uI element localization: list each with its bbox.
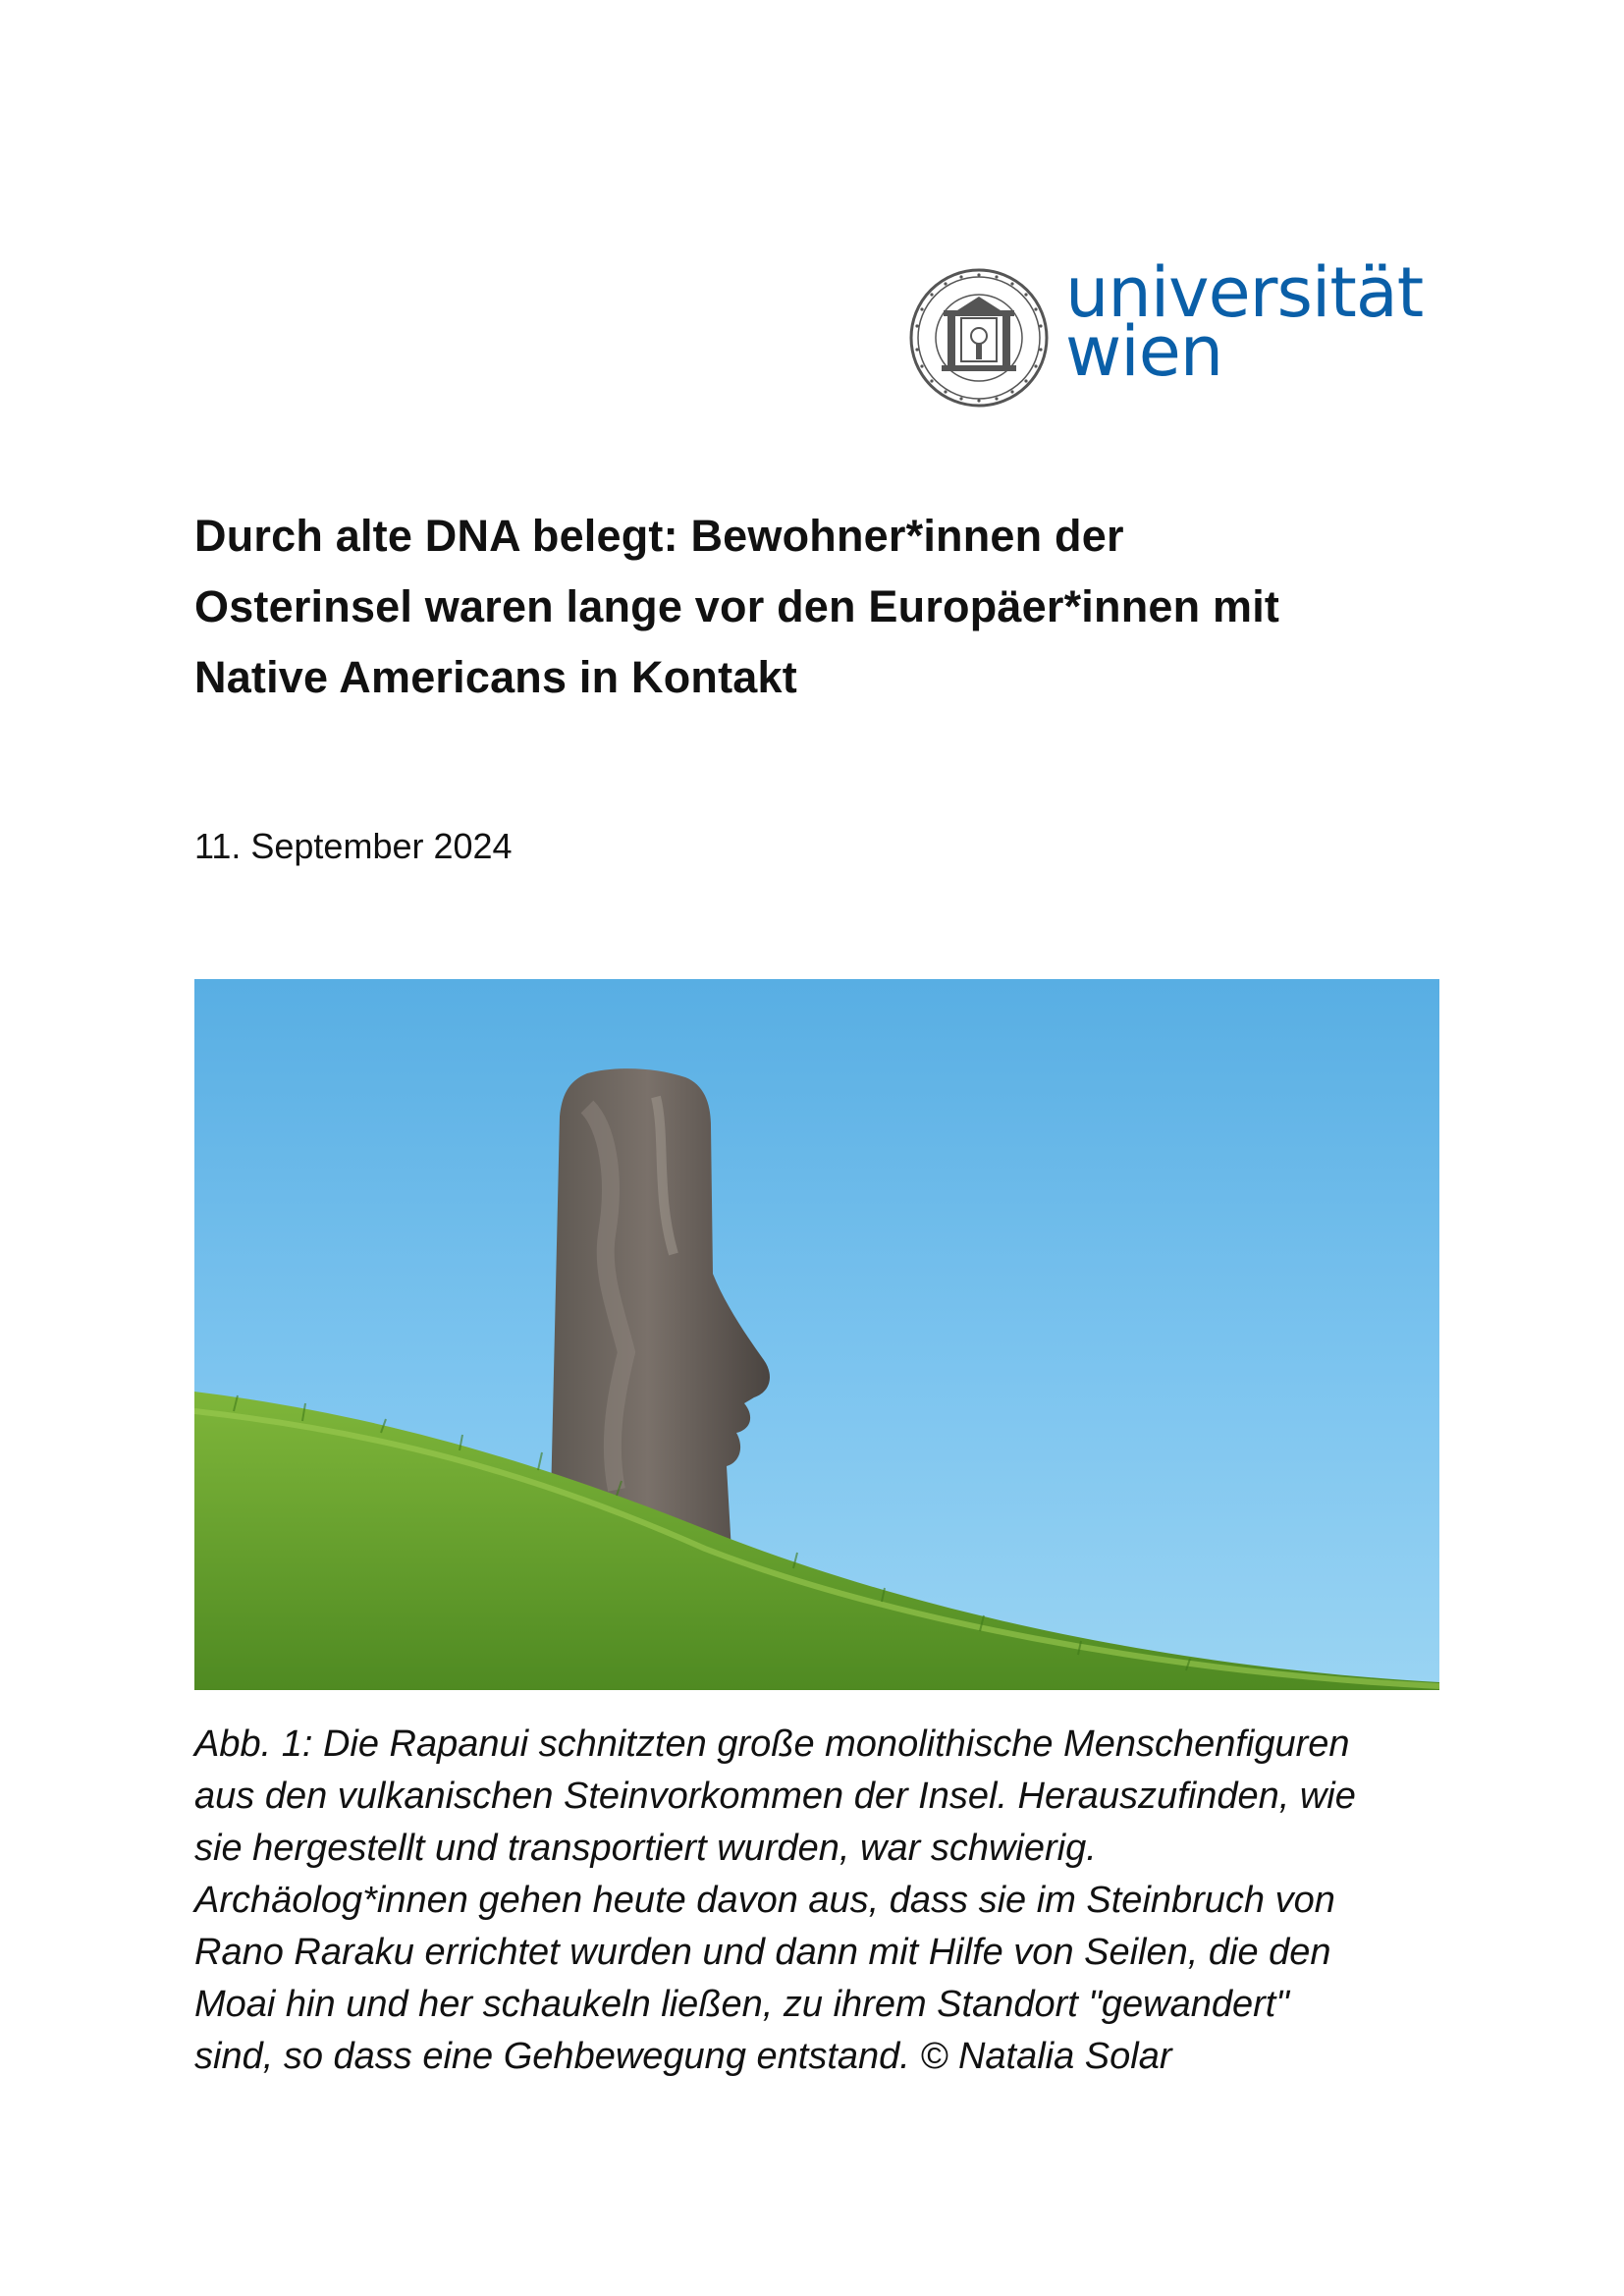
- caption-line: Moai hin und her schaukeln ließen, zu ihrem Standort "gewandert": [194, 1984, 1289, 2025]
- caption-line: sind, so dass eine Gehbewegung entstand. © Natalia Solar: [194, 2036, 1172, 2077]
- article-date: 11. September 2024: [194, 826, 513, 866]
- caption-line: aus den vulkanischen Steinvorkommen der Insel. Herauszufinden, wie: [194, 1776, 1356, 1817]
- title-line: Osterinsel waren lange vor den Europäer*innen mit: [194, 581, 1280, 631]
- wordmark-line-universitaet: universität: [1065, 252, 1424, 333]
- university-wordmark: [1065, 252, 1424, 392]
- image-caption: [194, 1719, 1461, 2083]
- caption-line: Archäolog*innen gehen heute davon aus, dass sie im Steinbruch von: [194, 1880, 1335, 1921]
- university-seal-icon: [908, 267, 1050, 409]
- title-line: Native Americans in Kontakt: [194, 652, 797, 702]
- caption-line: sie hergestellt und transportiert wurden, war schwierig.: [194, 1828, 1097, 1869]
- moai-photo: [194, 979, 1439, 1690]
- caption-line: Rano Raraku errichtet wurden und dann mit Hilfe von Seilen, die den: [194, 1932, 1331, 1973]
- title-line: Durch alte DNA belegt: Bewohner*innen der: [194, 511, 1124, 561]
- wordmark-line-wien: wien: [1065, 311, 1223, 392]
- caption-line: Abb. 1: Die Rapanui schnitzten große monolithische Menschenfiguren: [194, 1723, 1350, 1765]
- article-title: [194, 501, 1432, 713]
- university-logo: [908, 252, 1424, 410]
